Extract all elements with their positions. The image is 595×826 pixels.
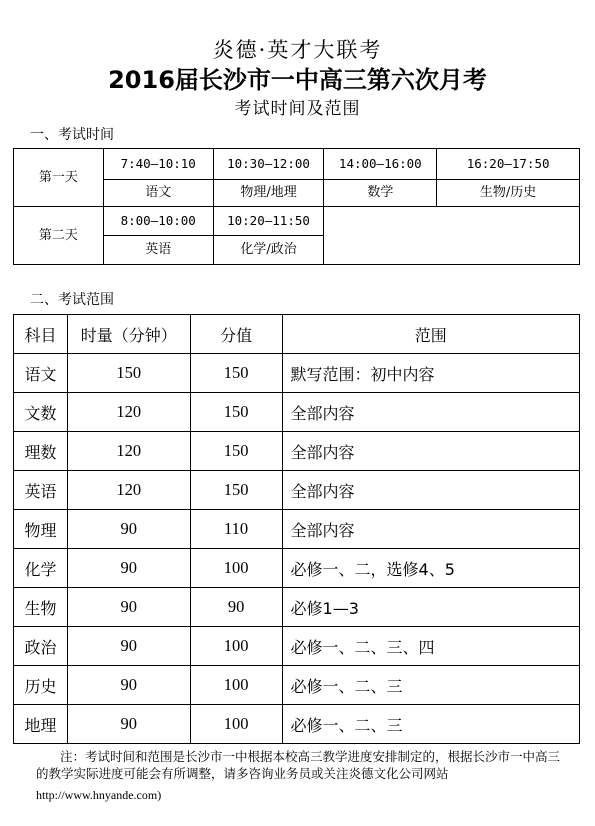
day1-subject-4: 生物/历史 [437,180,580,207]
schedule-row-day1-times [14,149,580,180]
day1-time-1: 7:40—10:10 [103,149,213,180]
header-duration: 时量（分钟） [67,315,190,354]
row-duration: 120 [67,471,190,510]
row-range: 必修一、二，选修4、5 [282,549,579,588]
schedule-section-title: 一、考试时间 [30,127,114,143]
table-row [14,432,580,471]
row-subject: 历史 [14,666,68,705]
row-duration: 90 [67,627,190,666]
header-range: 范围 [282,315,579,354]
exam-brand-title: 炎德·英才大联考 [212,38,383,62]
schedule-empty-cell [324,207,580,265]
table-row [14,705,580,744]
row-score: 150 [190,432,282,471]
schedule-row-day2-times [14,207,580,236]
table-row [14,471,580,510]
scope-table [13,314,580,744]
day2-time-2: 10:20—11:50 [213,207,324,236]
row-duration: 90 [67,588,190,627]
row-subject: 生物 [14,588,68,627]
footnote [36,748,560,782]
row-range: 全部内容 [282,510,579,549]
row-score: 100 [190,627,282,666]
day2-time-1: 8:00—10:00 [103,207,213,236]
header-score: 分值 [190,315,282,354]
footnote-text: 注：考试时间和范围是长沙市一中根据本校高三教学进度安排制定的，根据长沙市一中高三的教学实际进度可能会有所调整，请多咨询业务员或关注炎德文化公司网站 [36,749,561,781]
row-range: 必修一、二、三 [282,705,579,744]
row-range: 全部内容 [282,393,579,432]
row-subject: 英语 [14,471,68,510]
row-score: 100 [190,549,282,588]
day1-time-3: 14:00—16:00 [324,149,437,180]
row-duration: 90 [67,510,190,549]
row-subject: 化学 [14,549,68,588]
row-subject: 语文 [14,354,68,393]
row-score: 100 [190,666,282,705]
row-score: 150 [190,354,282,393]
table-row [14,354,580,393]
row-duration: 90 [67,666,190,705]
row-score: 110 [190,510,282,549]
scope-header-row [14,315,580,354]
day1-time-4: 16:20—17:50 [437,149,580,180]
row-range: 全部内容 [282,471,579,510]
day2-subject-2: 化学/政治 [213,236,324,265]
row-duration: 90 [67,705,190,744]
row-subject: 地理 [14,705,68,744]
row-range: 默写范围：初中内容 [282,354,579,393]
website-link[interactable]: http://www.hnyande.com) [36,788,162,802]
table-row [14,510,580,549]
table-row [14,627,580,666]
row-score: 90 [190,588,282,627]
table-row [14,393,580,432]
day2-subject-1: 英语 [103,236,213,265]
row-range: 必修一、二、三 [282,666,579,705]
exam-title: 2016届长沙市一中高三第六次月考 [108,66,487,94]
exam-subtitle: 考试时间及范围 [234,99,361,119]
table-row [14,588,580,627]
row-subject: 文数 [14,393,68,432]
row-range: 必修1—3 [282,588,579,627]
row-subject: 理数 [14,432,68,471]
day1-subject-1: 语文 [103,180,213,207]
scope-section-title: 二、考试范围 [30,292,114,308]
row-score: 150 [190,471,282,510]
row-score: 150 [190,393,282,432]
row-duration: 90 [67,549,190,588]
day1-subject-2: 物理/地理 [213,180,324,207]
row-duration: 120 [67,393,190,432]
row-subject: 物理 [14,510,68,549]
day1-time-2: 10:30—12:00 [213,149,324,180]
day2-label: 第二天 [14,207,104,265]
day1-label: 第一天 [14,149,104,207]
header-subject: 科目 [14,315,68,354]
row-range: 全部内容 [282,432,579,471]
table-row [14,666,580,705]
row-range: 必修一、二、三、四 [282,627,579,666]
schedule-table [13,148,580,265]
row-duration: 120 [67,432,190,471]
day1-subject-3: 数学 [324,180,437,207]
row-duration: 150 [67,354,190,393]
table-row [14,549,580,588]
row-score: 100 [190,705,282,744]
row-subject: 政治 [14,627,68,666]
